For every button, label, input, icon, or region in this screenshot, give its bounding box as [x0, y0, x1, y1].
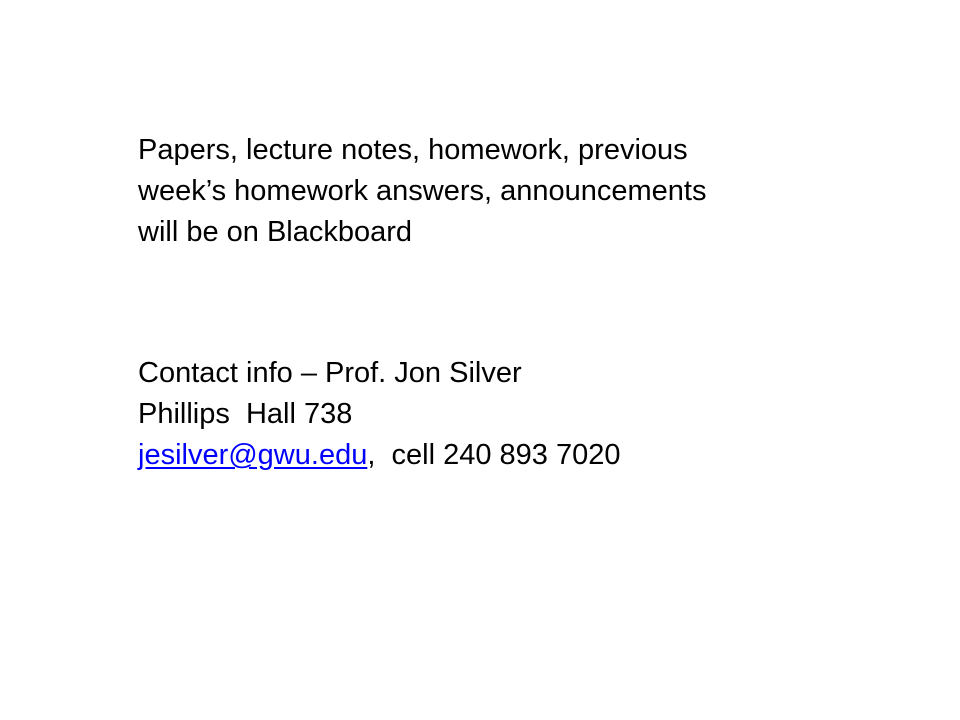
office-location: Phillips Hall 738 [138, 398, 353, 430]
email-phone-line [138, 435, 838, 476]
cell-phone-text: , cell 240 893 7020 [367, 439, 621, 471]
info-line: Papers, lecture notes, homework, previous [138, 134, 688, 166]
contact-heading: Contact info – Prof. Jon Silver [138, 357, 522, 389]
contact-paragraph [138, 353, 838, 476]
info-paragraph [138, 130, 838, 253]
email-link[interactable]: jesilver@gwu.edu [138, 439, 368, 471]
info-line: week’s homework answers, announcements [138, 175, 707, 207]
info-line: will be on Blackboard [138, 216, 413, 248]
